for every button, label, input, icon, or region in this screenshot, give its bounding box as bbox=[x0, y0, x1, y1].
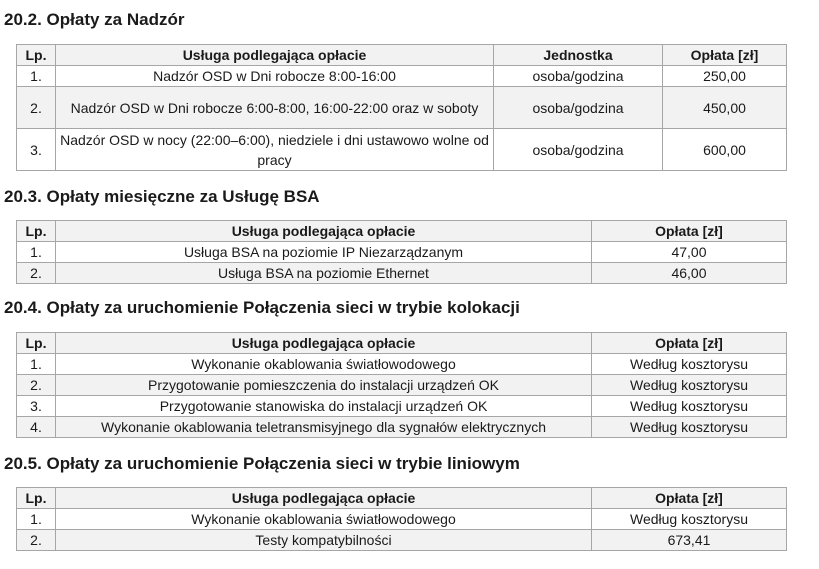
cell-unit: osoba/godzina bbox=[494, 66, 663, 87]
cell-service: Nadzór OSD w Dni robocze 8:00-16:00 bbox=[56, 66, 494, 87]
cell-lp: 1. bbox=[17, 242, 56, 263]
cell-service: Nadzór OSD w nocy (22:00–6:00), niedziele i dni ustawowo wolne od pracy bbox=[56, 129, 494, 171]
section-title-20-2: 20.2. Opłaty za Nadzór bbox=[4, 10, 185, 29]
table-row bbox=[17, 375, 787, 396]
cell-unit: osoba/godzina bbox=[494, 87, 663, 129]
cell-service: Wykonanie okablowania światłowodowego bbox=[56, 354, 592, 375]
table-header-row bbox=[17, 45, 787, 66]
cell-fee: 47,00 bbox=[592, 242, 787, 263]
header-fee: Opłata [zł] bbox=[592, 333, 787, 354]
header-fee: Opłata [zł] bbox=[592, 488, 787, 509]
cell-lp: 2. bbox=[17, 530, 56, 551]
table-header-row bbox=[17, 333, 787, 354]
table-row bbox=[17, 354, 787, 375]
header-service: Usługa podlegająca opłacie bbox=[56, 333, 592, 354]
table-row bbox=[17, 396, 787, 417]
cell-lp: 4. bbox=[17, 417, 56, 438]
header-lp: Lp. bbox=[17, 221, 56, 242]
cell-service: Usługa BSA na poziomie Ethernet bbox=[56, 263, 592, 284]
table-row bbox=[17, 417, 787, 438]
cell-service: Wykonanie okablowania teletransmisyjnego dla sygnałów elektrycznych bbox=[56, 417, 592, 438]
cell-lp: 1. bbox=[17, 66, 56, 87]
header-lp: Lp. bbox=[17, 45, 56, 66]
cell-fee: 600,00 bbox=[663, 129, 787, 171]
cell-service: Przygotowanie stanowiska do instalacji urządzeń OK bbox=[56, 396, 592, 417]
cell-service: Testy kompatybilności bbox=[56, 530, 592, 551]
table-row bbox=[17, 263, 787, 284]
cell-lp: 3. bbox=[17, 396, 56, 417]
table-row bbox=[17, 129, 787, 171]
header-service: Usługa podlegająca opłacie bbox=[56, 45, 494, 66]
cell-fee: 450,00 bbox=[663, 87, 787, 129]
cell-fee: 673,41 bbox=[592, 530, 787, 551]
cell-fee: Według kosztorysu bbox=[592, 396, 787, 417]
header-service: Usługa podlegająca opłacie bbox=[56, 488, 592, 509]
cell-service: Przygotowanie pomieszczenia do instalacji urządzeń OK bbox=[56, 375, 592, 396]
header-unit: Jednostka bbox=[494, 45, 663, 66]
table-kolokacja bbox=[16, 332, 787, 438]
cell-lp: 2. bbox=[17, 87, 56, 129]
table-row bbox=[17, 509, 787, 530]
table-header-row bbox=[17, 488, 787, 509]
section-title-20-5: 20.5. Opłaty za uruchomienie Połączenia sieci w trybie liniowym bbox=[4, 454, 520, 473]
table-row bbox=[17, 530, 787, 551]
cell-fee: Według kosztorysu bbox=[592, 354, 787, 375]
table-nadzor bbox=[16, 44, 787, 171]
header-fee: Opłata [zł] bbox=[592, 221, 787, 242]
cell-service: Wykonanie okablowania światłowodowego bbox=[56, 509, 592, 530]
table-bsa bbox=[16, 220, 787, 284]
cell-fee: Według kosztorysu bbox=[592, 417, 787, 438]
cell-fee: 46,00 bbox=[592, 263, 787, 284]
table-row bbox=[17, 87, 787, 129]
cell-service: Usługa BSA na poziomie IP Niezarządzanym bbox=[56, 242, 592, 263]
table-row bbox=[17, 66, 787, 87]
header-lp: Lp. bbox=[17, 488, 56, 509]
cell-lp: 1. bbox=[17, 509, 56, 530]
cell-fee: Według kosztorysu bbox=[592, 509, 787, 530]
table-row bbox=[17, 242, 787, 263]
table-header-row bbox=[17, 221, 787, 242]
header-lp: Lp. bbox=[17, 333, 56, 354]
header-service: Usługa podlegająca opłacie bbox=[56, 221, 592, 242]
cell-lp: 3. bbox=[17, 129, 56, 171]
cell-fee: 250,00 bbox=[663, 66, 787, 87]
cell-unit: osoba/godzina bbox=[494, 129, 663, 171]
cell-service: Nadzór OSD w Dni robocze 6:00-8:00, 16:00-22:00 oraz w soboty bbox=[56, 87, 494, 129]
cell-lp: 2. bbox=[17, 263, 56, 284]
table-liniowy bbox=[16, 487, 787, 551]
cell-lp: 2. bbox=[17, 375, 56, 396]
section-title-20-3: 20.3. Opłaty miesięczne za Usługę BSA bbox=[4, 187, 320, 206]
cell-fee: Według kosztorysu bbox=[592, 375, 787, 396]
cell-lp: 1. bbox=[17, 354, 56, 375]
section-title-20-4: 20.4. Opłaty za uruchomienie Połączenia sieci w trybie kolokacji bbox=[4, 298, 520, 317]
header-fee: Opłata [zł] bbox=[663, 45, 787, 66]
